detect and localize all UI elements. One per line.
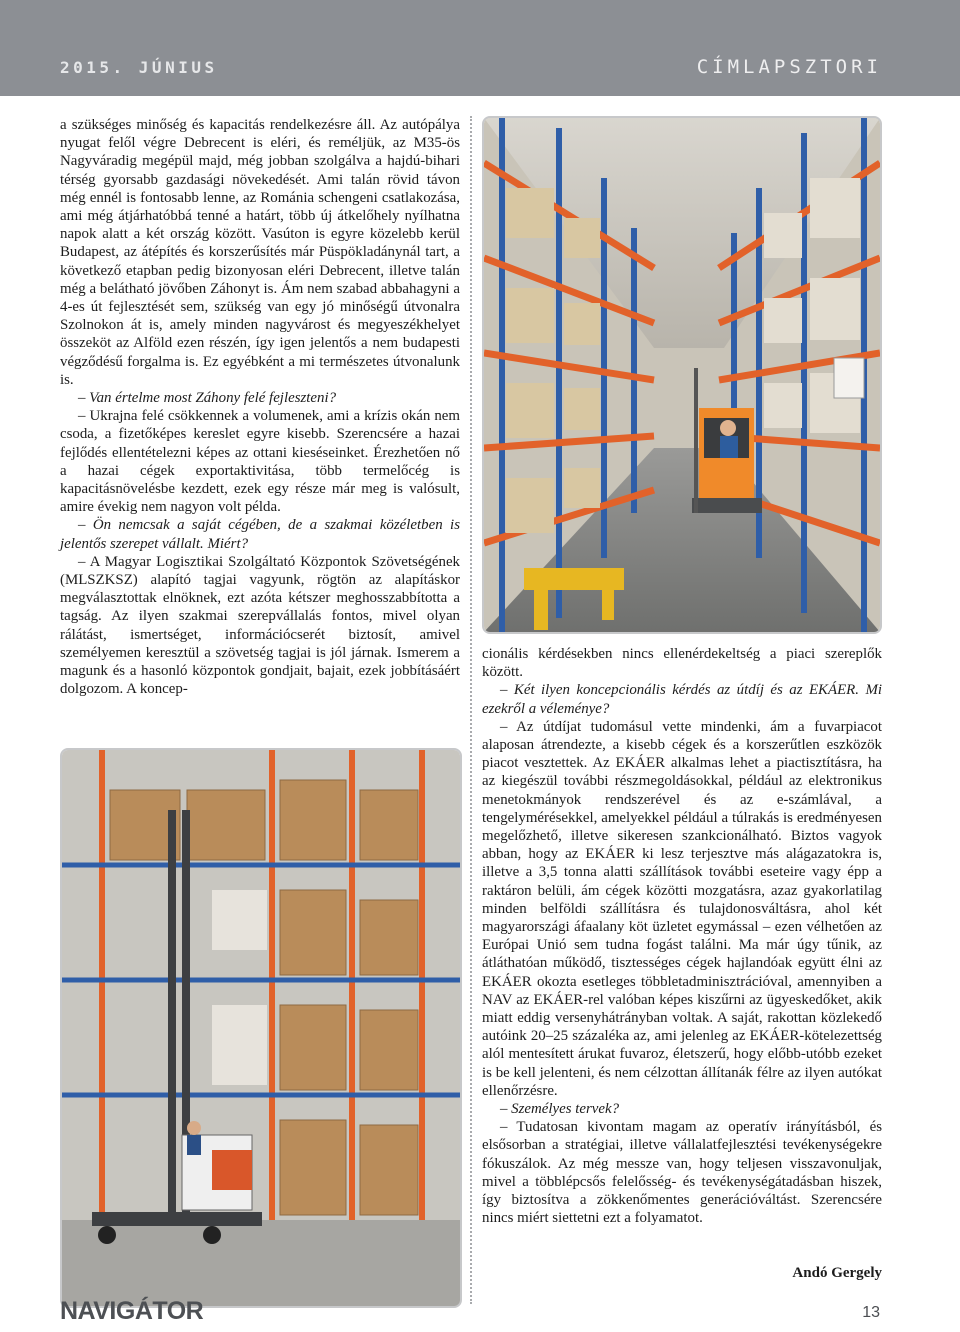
author-name: Andó Gergely (792, 1265, 882, 1281)
header-band (0, 0, 960, 96)
interview-answer: – Az útdíjat tudomásul vette mindenki, ám a fuvarpiacot alaposan átrendezte, a kisebb cégek és a korszerűtlen eszközök piacot vesztettek. Az EKÁER alkalmas lehet a piactisztításra, ha az kiegészül további részmegoldásokkal, például az elektronikus menetokmányok rendszerével és az e-számlával, a tengelymérésekkel, amelyekkel például a túlrakás is eredményesen megelőzhető, illetve sikeresen szankcionálható. Biztos vagyok abban, hogy az EKÁER ki lesz terjesztve más alágazatokra is, illetve a 3,5 tonna alatti szállítások további eseteire vagy épp a raktáron belüli, ám cégek közötti mozgatásra, azaz gyakorlatilag minden belföldi szállításra és tulajdonosváltásra, ahol két magyarországi áfaalany köt üzletet egymással – ezen vélhetően az Európai Unió sem tudna fogást találni. Ma már úgy tűnik, az átláthatóan működő, tisztességes cégek hajlandóak együtt élni az EKÁER okozta esetleges többletadminisztrációval, amennyiben a NAV az EKÁER-rel valóban képes kiszűrni az ügyeskedőket, akik miatt eddig versenyhátrányban voltak. A saját, rakottan közlekedő autóink 20–25 százaléka az, ami jelenleg az EKÁER-kötelezettség alól mentesített árukat fuvaroz, életszerű, hogy előbb-utóbb ezeket is be kell jelenteni, és nem célzottan állítanák félre az ilyen autókat ellenőrzésre. (482, 718, 882, 1099)
paragraph: cionális kérdésekben nincs ellenérdekeltség a piaci szereplők között. (482, 646, 882, 681)
interview-question: – Van értelme most Záhony felé fejleszteni? (78, 390, 337, 407)
interview-answer: – Ukrajna felé csökkennek a volumenek, ami a krízis okán nem csoda, a fizetőképes kereslet egyre kisebb. Szerencsére a hazai fejlődés ellentételezni képes az ottani kieséseinket. Érezhetően nő a hazai cégek exportaktivitása, több termelőcég is kapacitásnövelésbe kezdett, ezek egy része már meg is valósult, amire évekig nem nagyon volt példa. (60, 408, 460, 516)
reach-truck-photo (60, 748, 462, 1308)
interview-answer: – A Magyar Logisztikai Szolgáltató Központok Szövetségének (MLSZKSZ) alapító tagjai vagyunk, rögtön az alapításkor megválasztottak elnöknek, ezt azóta kétszer meghosszabbította a tagság. Az ilyen szakmai szerepvállalás fontos, mivel olyan rálátást, ismertséget, információcserét biztosít, amivel személyemen keresztül a szövetség tagjai is jól járnak. Ismerem a magunk és a hasonló központok gondjait, bajait, ezek jobbításáért dolgozom. A koncep- (60, 553, 460, 698)
interview-question: – Ön nemcsak a saját cégében, de a szakmai közéletben is jelentős szerepet vállalt. Miért? (60, 517, 460, 552)
interview-question: – Személyes tervek? (500, 1101, 620, 1118)
issue-date: 2015. JÚNIUS (60, 58, 218, 77)
interview-question: – Két ilyen koncepcionális kérdés az útdíj és az EKÁER. Mi ezekről a véleménye? (482, 682, 882, 717)
column-divider (470, 116, 472, 1304)
interview-answer: – Tudatosan kivontam magam az operatív irányításból, és elsősorban a stratégiai, illetve vállalatfejlesztési tevékenységekre fókuszálok. Az még messze van, hogy teljesen visszavonuljak, mivel a többlépcsős felelősség- és tevékenységátadásban hiszek, így biztosítva a zökkenőmentes generációváltást. Szerencsére nincs miért siettetni ezt a folyamatot. (482, 1119, 882, 1227)
navigator-logo: NAVIGÁTOR (60, 1297, 204, 1325)
left-column-text (60, 116, 460, 699)
warehouse-aisle-photo (482, 116, 882, 634)
page-number: 13 (862, 1304, 880, 1321)
reach-truck-illustration (62, 750, 460, 1306)
warehouse-aisle-illustration (484, 118, 880, 632)
section-title: CÍMLAPSZTORI (696, 56, 882, 78)
right-column-text (482, 645, 882, 1228)
paragraph: a szükséges minőség és kapacitás rendelkezésre áll. Az autópálya nyugat felől végre Debrecent is eléri, és reméljük, az M35-ös Nagyváradig megépül majd, még jobban szolgálva a hajdú-bihari térség gyorsabb gazdasági növekedését. Ami talán rövid távon még ennél is fontosabb lenne, az Románia schengeni csatlakozása, ami még átjárhatóbbá tenné a határt, több új átkelőhely nyílhatna napok alatt a két ország között. Vasúton is egyre közelebb kerül Budapest, az átépítés és korszerűsítés már Püspökladánynál tart, a következő etapban pedig bizonyosan eléri Debrecent, illetve talán még a belátható jövőben Záhonyt is. Ám nem szabad abbahagyni a 4-es út fejlesztését sem, szükség van egy jó minőségű útvonalra Szolnokon át is, amely minden nagyvárost és megyeszékhelyet összeköt az Alföld ezen részén, így igen jelentős a nem budapesti végződésű forgalma is. Ez egyébként a mi természetes útvonalunk is. (60, 117, 460, 388)
